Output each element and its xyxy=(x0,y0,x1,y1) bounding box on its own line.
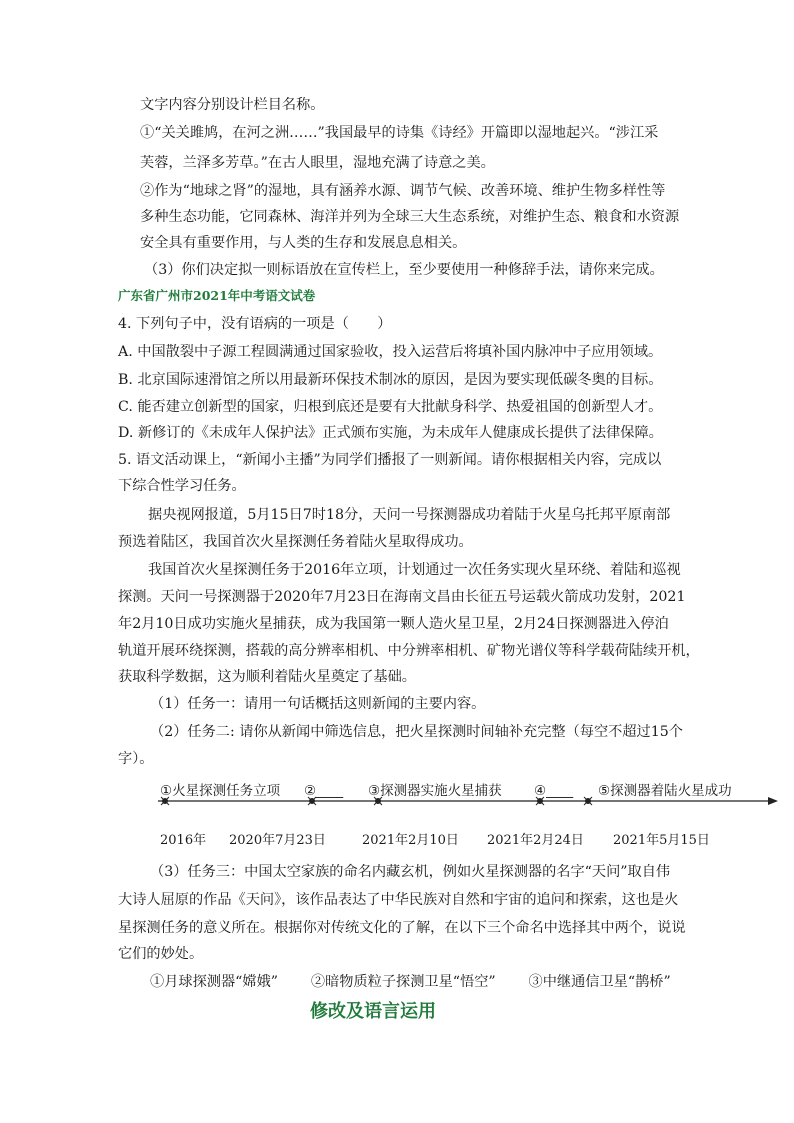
text-line: （3）你们决定拟一则标语放在宣传栏上，至少要使用一种修辞手法，请你来完成。 xyxy=(144,262,664,278)
option-c: C. 能否建立创新型的国家，归根到底还是要有大批献身科学、热爱祖国的创新型人才。 xyxy=(118,399,663,415)
news-paragraph: 据央视网报道，5月15日7时18分，天问一号探测器成功着陆于火星乌托邦平原南部 xyxy=(148,507,671,523)
news-paragraph: 轨道开展环绕探测，搭载的高分辨率相机、中分辨率相机、矿物光谱仪等科学载荷陆续开机， xyxy=(118,643,700,659)
task-2: （2）任务二: 请你从新闻中筛选信息，把火星探测时间轴补充完整（每空不超过15个 xyxy=(150,724,683,740)
text-line: 文字内容分别设计栏目名称。 xyxy=(140,97,325,113)
timeline-date-2: 2020年7月23日 xyxy=(229,833,326,848)
timeline-date-1: 2016年 xyxy=(160,833,207,848)
task-2: 字）。 xyxy=(118,751,154,767)
timeline-arrowhead xyxy=(768,797,778,805)
task-3: 星探测任务的意义所在。根据你对传统文化的了解，在以下三个命名中选择其中两个，说说 xyxy=(118,920,686,936)
question-5-stem: 下综合性学习任务。 xyxy=(118,478,246,494)
news-paragraph: 探测。天问一号探测器于2020年7月23日在海南文昌由长征五号运载火箭成功发射，2021 xyxy=(118,589,686,605)
timeline-marker xyxy=(584,797,592,805)
text-line: 芙蓉，兰泽多芳草。”在古人眼里，湿地充满了诗意之美。 xyxy=(140,155,495,171)
news-paragraph: 年2月10日成功实施火星捕获，成为我国第一颗人造火星卫星，2月24日探测器进入停泊 xyxy=(118,616,669,632)
news-paragraph: 我国首次火星探测任务于2016年立项，计划通过一次任务实现火星环绕、着陆和巡视 xyxy=(148,562,681,578)
task-3: （3）任务三：中国太空家族的命名内藏玄机，例如火星探测器的名字“天问”取自伟 xyxy=(150,864,671,880)
news-paragraph: 预选着陆区，我国首次火星探测任务着陆火星取得成功。 xyxy=(118,534,473,550)
timeline-label-5: ⑤探测器着陆火星成功 xyxy=(598,783,732,799)
option-b: B. 北京国际速滑馆之所以用最新环保技术制冰的原因，是因为要实现低碳冬奥的目标。 xyxy=(118,372,663,388)
naming-options: ①月球探测器“嫦娥” ②暗物质粒子探测卫星“悟空” ③中继通信卫星“鹊桥” xyxy=(150,974,671,990)
option-d: D. 新修订的《未成年人保护法》正式颁布实施，为未成年人健康成长提供了法律保障。 xyxy=(118,425,663,441)
exam-source-heading: 广东省广州市2021年中考语文试卷 xyxy=(118,288,316,303)
task-1: （1）任务一：请用一句话概括这则新闻的主要内容。 xyxy=(150,696,486,712)
section-title: 修改及语言运用 xyxy=(310,1001,436,1022)
timeline-date-3: 2021年2月10日 xyxy=(362,833,459,848)
question-4-stem: 4. 下列句子中，没有语病的一项是（ ） xyxy=(118,316,392,332)
timeline-date-4: 2021年2月24日 xyxy=(487,833,584,848)
news-paragraph: 获取科学数据，这为顺利着陆火星奠定了基础。 xyxy=(118,669,416,685)
timeline-label-4: ④____ xyxy=(534,783,574,799)
text-line: 多种生态功能，它同森林、海洋并列为全球三大生态系统，对维护生态、粮食和水资源 xyxy=(140,209,680,225)
option-a: A. 中国散裂中子源工程圆满通过国家验收，投入运营后将填补国内脉冲中子应用领域。 xyxy=(118,344,663,360)
question-5-stem: 5. 语文活动课上，“新闻小主播”为同学们播报了一则新闻。请你根据相关内容，完成以 xyxy=(118,452,662,468)
timeline-date-5: 2021年5月15日 xyxy=(613,833,710,848)
text-line: ②作为“地球之肾”的湿地，具有涵养水源、调节气候、改善环境、维护生物多样性等 xyxy=(140,183,666,199)
text-line: 安全具有重要作用，与人类的生存和发展息息相关。 xyxy=(140,235,467,251)
timeline-label-3: ③探测器实施火星捕获 xyxy=(368,783,502,799)
task-3: 大诗人屈原的作品《天问》，该作品表达了中华民族对自然和宇宙的追问和探索，这也是火 xyxy=(118,892,679,908)
timeline-label-1: ①火星探测任务立项 xyxy=(160,783,281,799)
timeline-label-2: ②____ xyxy=(304,783,344,799)
text-line: ①“关关雎鸠，在河之洲……”我国最早的诗集《诗经》开篇即以湿地起兴。“涉江采 xyxy=(140,125,659,141)
task-3: 它们的妙处。 xyxy=(118,946,204,962)
